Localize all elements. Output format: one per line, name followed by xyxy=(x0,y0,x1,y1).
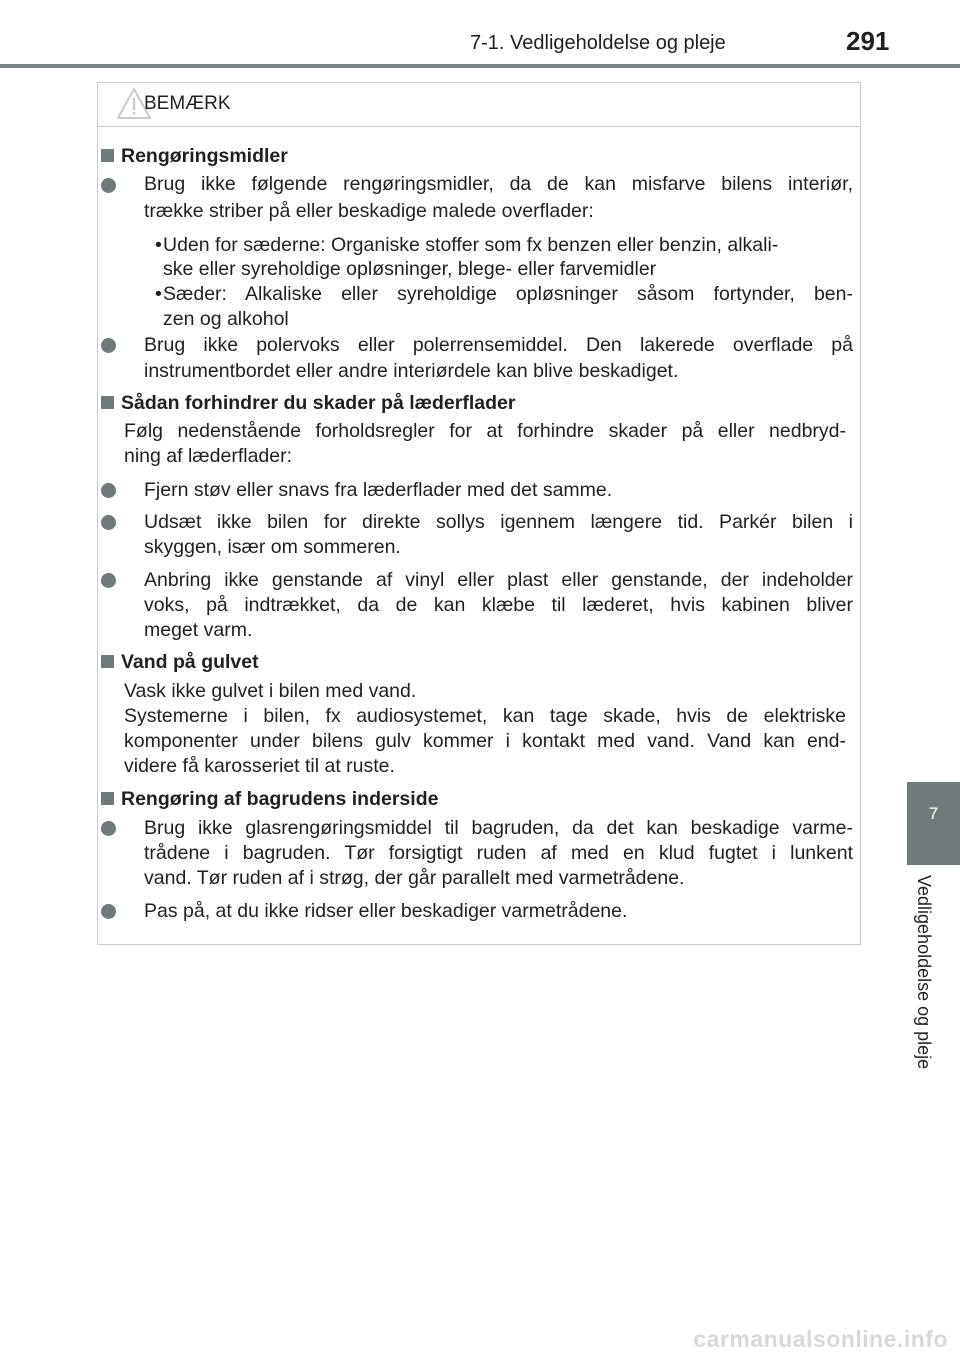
bullet-dot-icon xyxy=(101,821,116,836)
bullet-dot-icon xyxy=(101,515,116,530)
paragraph-line: vand. Tør ruden af i strøg, der går parallelt med varmetrådene. xyxy=(144,867,685,889)
paragraph-line: videre få karosseriet til at ruste. xyxy=(124,755,395,777)
section-heading: Rengøring af bagrudens inderside xyxy=(121,788,439,810)
chapter-tab xyxy=(907,782,960,865)
paragraph-line: zen og alkohol xyxy=(163,308,289,330)
paragraph-line: komponenter under bilens gulv kommer i kontakt med vand. Vand kan end- xyxy=(124,730,846,752)
paragraph-line: voks, på indtrækket, da de kan klæbe til læderet, hvis kabinen bliver xyxy=(144,594,853,616)
paragraph-line: Anbring ikke genstande af vinyl eller plast eller genstande, der indeholder xyxy=(144,569,853,591)
paragraph-line: ske eller syreholdige opløsninger, blege- eller farvemidler xyxy=(163,258,657,280)
paragraph-line: trække striber på eller beskadige malede overflader: xyxy=(144,200,594,222)
section-heading: Rengøringsmidler xyxy=(121,145,288,167)
section-marker-icon xyxy=(101,149,114,162)
page-number: 291 xyxy=(846,26,890,56)
paragraph-line: skyggen, især om sommeren. xyxy=(144,536,401,558)
paragraph-line: Sæder: Alkaliske eller syreholdige opløsninger såsom fortynder, ben- xyxy=(163,283,853,305)
bullet-dot-icon xyxy=(101,904,116,919)
section-marker-icon xyxy=(101,396,114,409)
paragraph-line: instrumentbordet eller andre interiørdele kan blive beskadiget. xyxy=(144,360,679,382)
bullet-dot-icon xyxy=(101,178,116,193)
sub-bullet-icon: • xyxy=(155,283,162,305)
chapter-tab-number: 7 xyxy=(928,804,939,823)
header-rule xyxy=(0,64,960,68)
bullet-dot-icon xyxy=(101,483,116,498)
paragraph-line: Brug ikke følgende rengøringsmidler, da de kan misfarve bilens interiør, xyxy=(144,173,853,195)
bullet-dot-icon xyxy=(101,573,116,588)
note-header xyxy=(98,83,860,127)
paragraph-line: Pas på, at du ikke ridser eller beskadiger varmetrådene. xyxy=(144,900,628,922)
paragraph-line: Uden for sæderne: Organiske stoffer som fx benzen eller benzin, alkali- xyxy=(163,234,779,256)
sub-bullet-icon: • xyxy=(155,234,162,256)
paragraph-line: Brug ikke polervoks eller polerrensemiddel. Den lakerede overflade på xyxy=(144,334,853,356)
paragraph-line: trådene i bagruden. Tør forsigtigt ruden af med en klud fugtet i lunkent xyxy=(144,842,853,864)
section-marker-icon xyxy=(101,655,114,668)
paragraph-line: Vask ikke gulvet i bilen med vand. xyxy=(124,680,417,702)
paragraph-line: Brug ikke glasrengøringsmiddel til bagruden, da det kan beskadige varme- xyxy=(144,817,853,839)
paragraph-line: ning af læderflader: xyxy=(124,445,293,467)
header-section-title: 7-1. Vedligeholdelse og pleje xyxy=(470,32,726,54)
paragraph-line: Udsæt ikke bilen for direkte sollys igennem længere tid. Parkér bilen i xyxy=(144,511,853,533)
paragraph-line: Følg nedenstående forholdsregler for at forhindre skader på eller nedbryd- xyxy=(124,420,846,442)
section-heading: Sådan forhindrer du skader på læderflader xyxy=(121,392,516,414)
section-heading: Vand på gulvet xyxy=(121,651,259,673)
paragraph-line: Fjern støv eller snavs fra læderflader med det samme. xyxy=(144,479,613,501)
watermark: carmanualsonline.info xyxy=(693,1326,948,1352)
note-box xyxy=(97,82,861,945)
chapter-tab-label: Vedligeholdelse og pleje xyxy=(914,875,934,1070)
paragraph-line: meget varm. xyxy=(144,619,253,641)
paragraph-line: Systemerne i bilen, fx audiosystemet, kan tage skade, hvis de elektriske xyxy=(124,705,846,727)
note-title: BEMÆRK xyxy=(144,93,231,114)
section-marker-icon xyxy=(101,792,114,805)
bullet-dot-icon xyxy=(101,338,116,353)
